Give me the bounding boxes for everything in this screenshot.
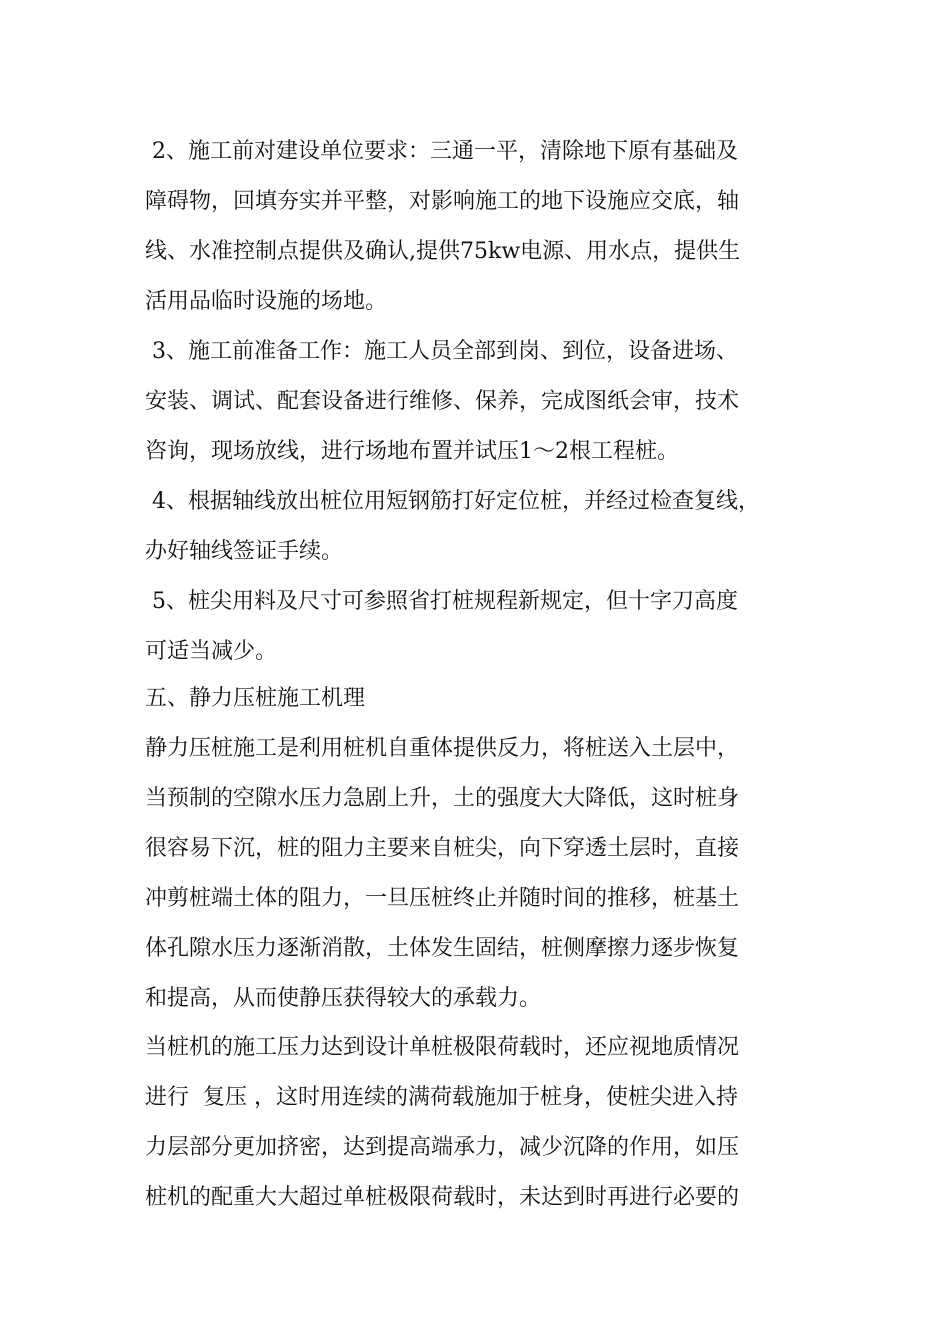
text-line: 体孔隙水压力逐渐消散，土体发生固结，桩侧摩擦力逐步恢复 [145, 936, 740, 961]
text-line: 安装、调试、配套设备进行维修、保养，完成图纸会审，技术 [145, 389, 740, 414]
text-line: 冲剪桩端土体的阻力，一旦压桩终止并随时间的推移，桩基土 [145, 886, 740, 911]
text-line: 很容易下沉，桩的阻力主要来自桩尖，向下穿透土层时，直接 [145, 836, 740, 861]
section-heading: 五、静力压桩施工机理 [145, 686, 366, 711]
text-line: 当预制的空隙水压力急剧上升，土的强度大大降低，这时桩身 [145, 786, 740, 811]
text-line: 2、施工前对建设单位要求：三通一平，清除地下原有基础及 [145, 139, 738, 164]
text-line: 咨询，现场放线，进行场地布置并试压1～2根工程桩。 [145, 439, 679, 464]
text-line: 当桩机的施工压力达到设计单桩极限荷载时，还应视地质情况 [145, 1035, 740, 1060]
text-line: 活用品临时设施的场地。 [145, 289, 388, 314]
text-line: 4、根据轴线放出桩位用短钢筋打好定位桩，并经过检查复线， [145, 489, 760, 514]
text-line: 桩机的配重大大超过单桩极限荷载时，未达到时再进行必要的 [145, 1185, 740, 1210]
text-line: 3、施工前准备工作：施工人员全部到岗、到位，设备进场、 [145, 339, 738, 364]
text-line: 办好轴线签证手续。 [145, 539, 344, 564]
text-line: 可适当减少。 [145, 639, 278, 664]
text-line: 5、桩尖用料及尺寸可参照省打桩规程新规定，但十字刀高度 [145, 589, 738, 614]
text-line: 进行 复压 ，这时用连续的满荷载施加于桩身，使桩尖进入持 [145, 1085, 738, 1110]
text-line: 和提高，从而使静压获得较大的承载力。 [145, 986, 542, 1011]
text-line: 障碍物，回填夯实并平整，对影响施工的地下设施应交底，轴 [145, 189, 740, 214]
text-line: 静力压桩施工是利用桩机自重体提供反力，将桩送入土层中， [145, 736, 740, 761]
text-line: 力层部分更加挤密，达到提高端承力，减少沉降的作用，如压 [145, 1135, 740, 1160]
text-line: 线、水准控制点提供及确认,提供75kw电源、用水点，提供生 [145, 239, 741, 264]
